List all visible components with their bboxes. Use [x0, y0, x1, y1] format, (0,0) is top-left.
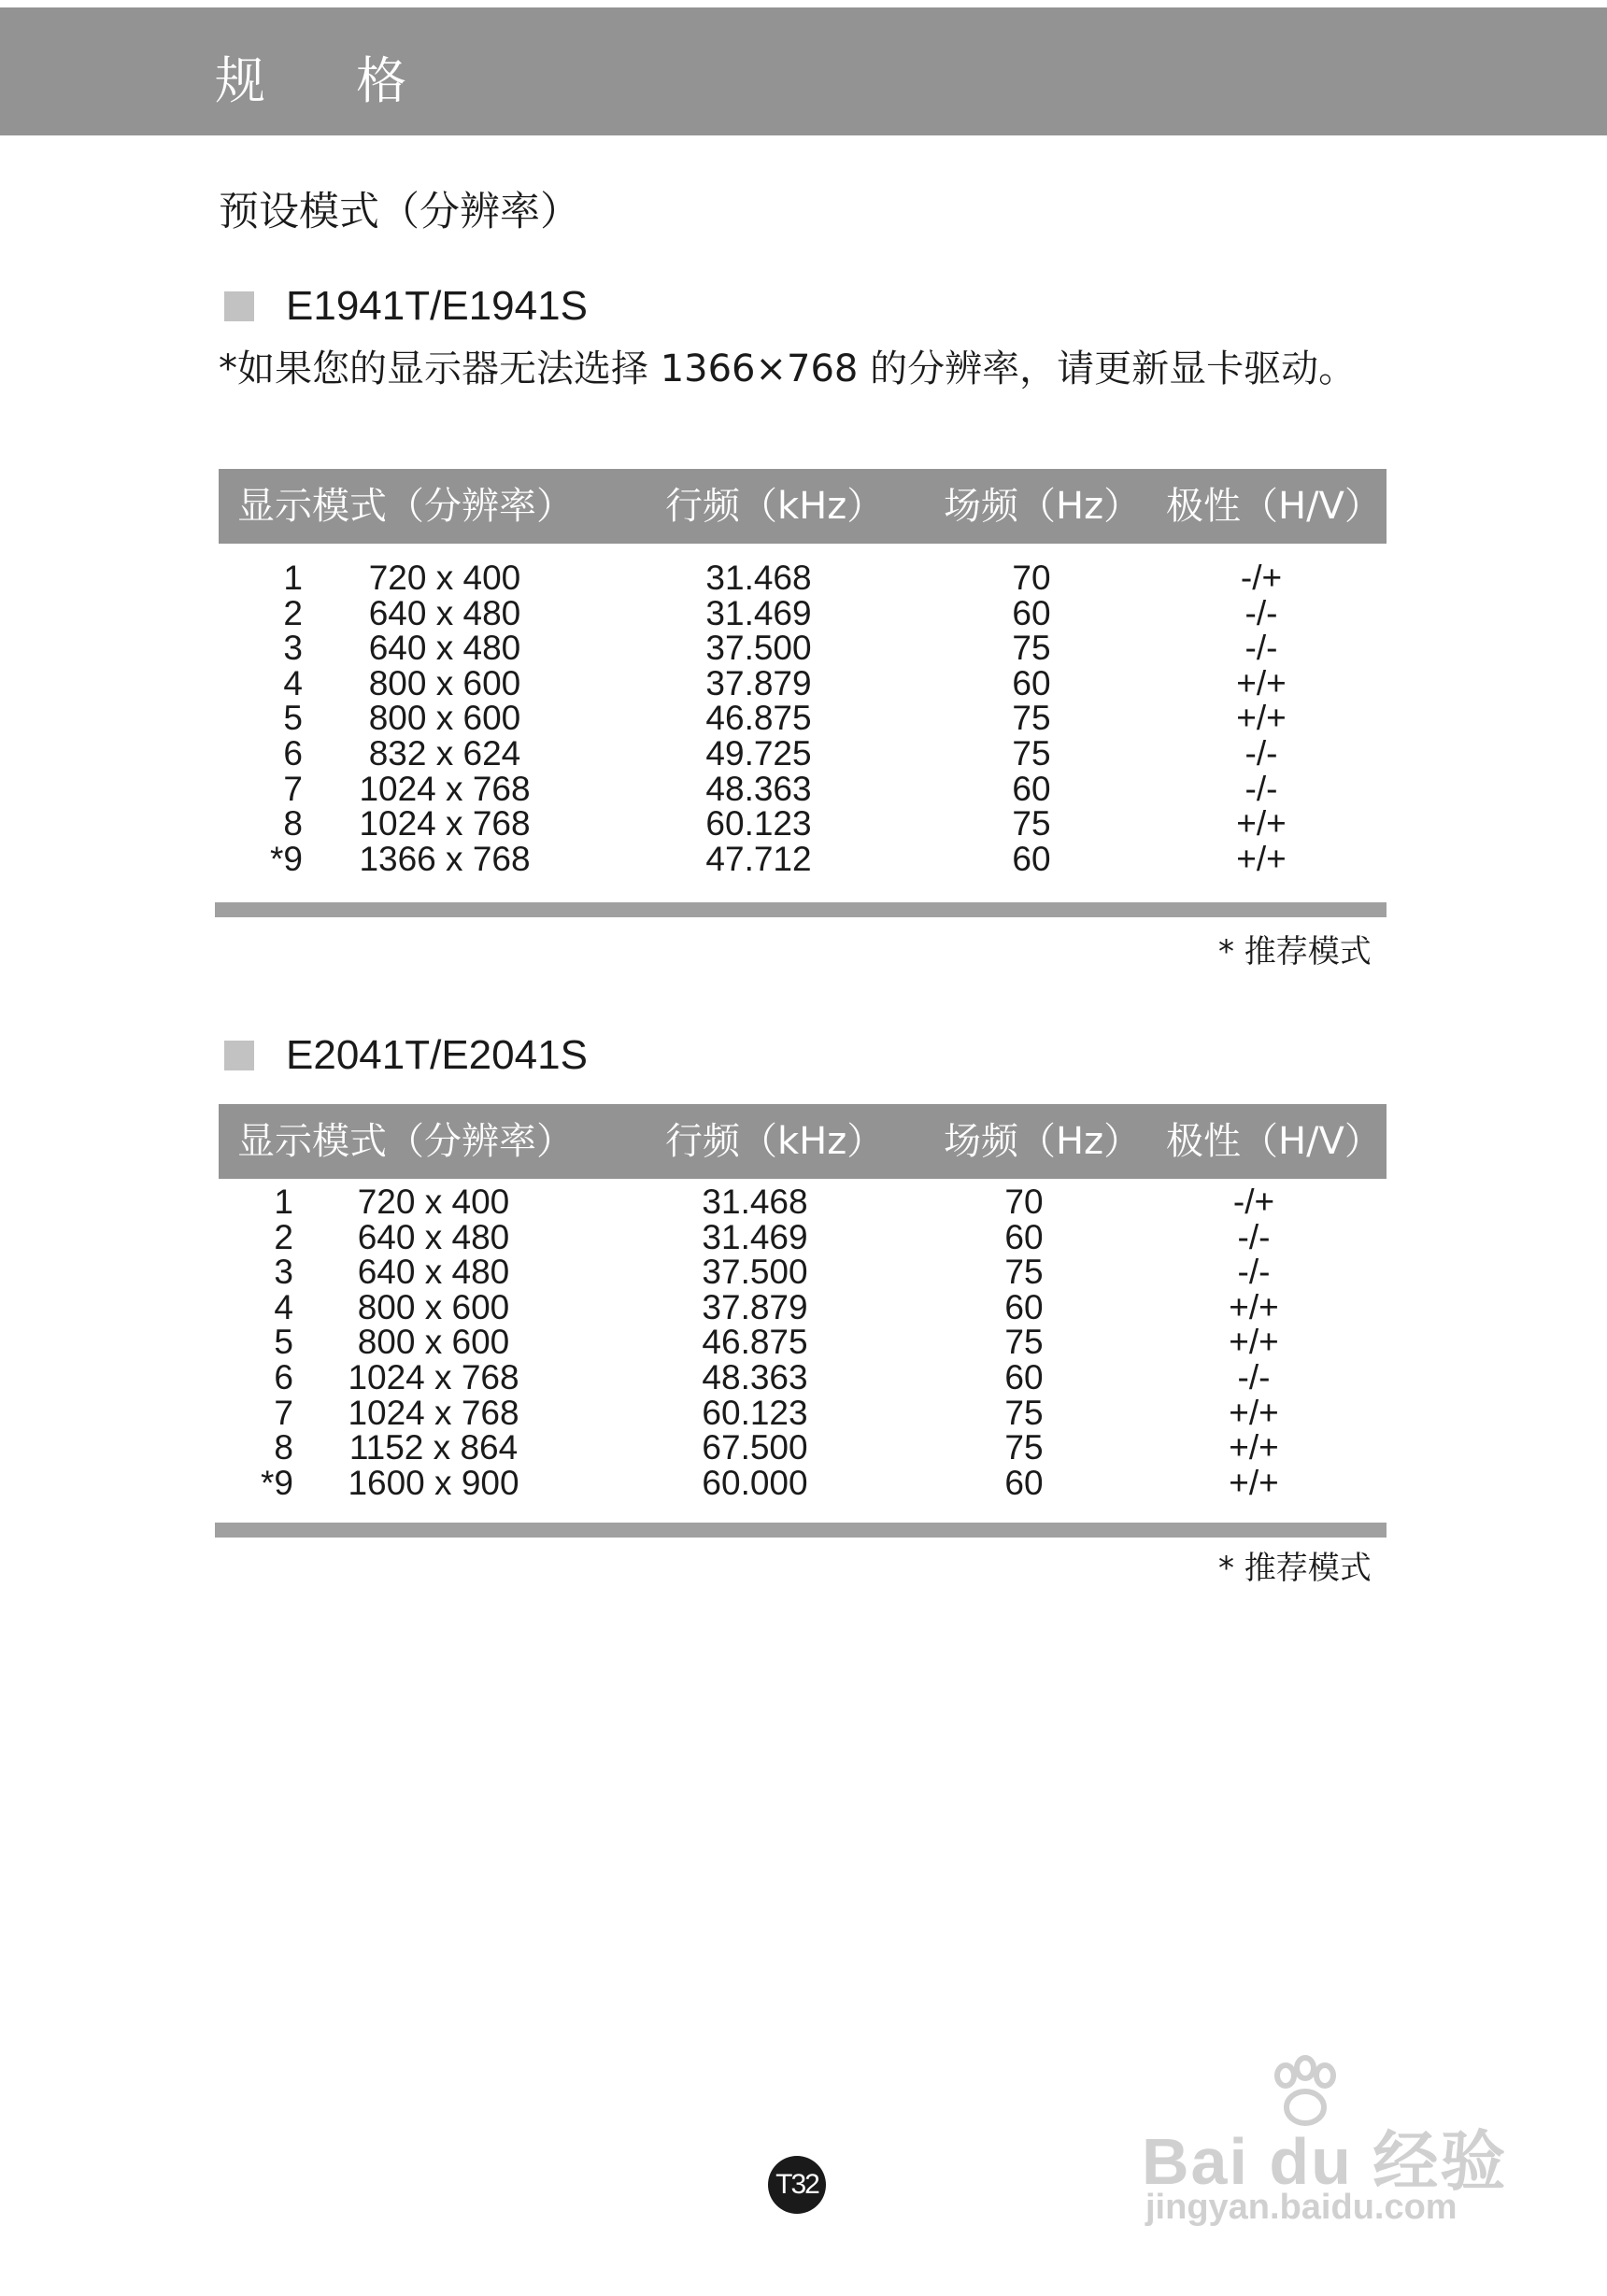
row-number: 2	[274, 1217, 293, 1256]
row-resolution: 1024 x 768	[348, 1393, 519, 1432]
row-hfreq: 37.879	[702, 1287, 808, 1326]
row-polarity: -/-	[1244, 593, 1278, 632]
row-vfreq: 70	[1012, 559, 1051, 597]
table-row	[219, 701, 1387, 736]
row-resolution: 640 x 480	[368, 629, 521, 668]
row-polarity: +/+	[1229, 1463, 1279, 1502]
table-row	[219, 1254, 1387, 1290]
row-resolution: 720 x 400	[368, 559, 521, 597]
row-hfreq: 37.500	[705, 629, 812, 668]
row-vfreq: 60	[1004, 1217, 1044, 1256]
model-label: E2041T/E2041S	[286, 1032, 588, 1078]
row-number: 5	[283, 699, 303, 738]
row-number: 7	[283, 769, 303, 808]
row-vfreq: 60	[1004, 1287, 1044, 1326]
col-vfreq: 场频（Hz）	[944, 485, 1142, 528]
watermark-logo: Bai du 经验	[1142, 2125, 1508, 2198]
row-resolution: 1024 x 768	[359, 769, 531, 808]
row-resolution: 640 x 480	[368, 593, 521, 632]
row-number: 8	[283, 804, 303, 843]
table-bottom-bar	[215, 902, 1387, 917]
row-hfreq: 31.468	[705, 559, 812, 597]
table-row	[219, 769, 1387, 808]
row-number: 5	[274, 1323, 293, 1362]
page-number: T32	[768, 2156, 826, 2214]
row-number: 6	[274, 1357, 293, 1396]
row-polarity: -/-	[1237, 1253, 1271, 1292]
row-vfreq: 75	[1004, 1393, 1044, 1432]
row-number: *9	[261, 1463, 293, 1502]
table-header	[219, 469, 1387, 544]
row-hfreq: 31.468	[702, 1183, 808, 1221]
row-resolution: 1152 x 864	[348, 1428, 519, 1467]
row-resolution: 720 x 400	[357, 1183, 510, 1221]
row-polarity: +/+	[1229, 1323, 1279, 1362]
row-number: 6	[283, 733, 303, 772]
row-polarity: +/+	[1229, 1428, 1279, 1467]
row-vfreq: 60	[1004, 1357, 1044, 1396]
table-header	[219, 1104, 1387, 1179]
row-polarity: +/+	[1236, 804, 1287, 843]
row-hfreq: 67.500	[702, 1428, 808, 1467]
row-number: 3	[274, 1253, 293, 1292]
row-polarity: -/-	[1244, 733, 1278, 772]
model-heading-1	[224, 284, 588, 329]
table2-rows	[219, 1184, 1387, 1500]
row-vfreq: 70	[1004, 1183, 1044, 1221]
model-heading-2	[224, 1033, 588, 1078]
row-polarity: -/+	[1232, 1183, 1275, 1221]
row-polarity: +/+	[1229, 1287, 1279, 1326]
row-hfreq: 60.123	[702, 1393, 808, 1432]
col-vfreq: 场频（Hz）	[944, 1120, 1142, 1163]
table-row	[219, 1287, 1387, 1326]
row-resolution: 800 x 600	[357, 1323, 510, 1362]
row-resolution: 832 x 624	[368, 733, 521, 772]
table-row	[219, 733, 1387, 772]
row-resolution: 1024 x 768	[348, 1357, 519, 1396]
row-vfreq: 75	[1012, 733, 1051, 772]
row-hfreq: 60.123	[705, 804, 812, 843]
table-row	[219, 631, 1387, 666]
page-title: 规 格	[215, 51, 445, 110]
table-row	[219, 1393, 1387, 1432]
driver-note: *如果您的显示器无法选择 1366×768 的分辨率，请更新显卡驱动。	[219, 347, 1357, 390]
watermark-url: jingyan.baidu.com	[1145, 2188, 1458, 2227]
row-number: 3	[283, 629, 303, 668]
table-row	[219, 839, 1387, 878]
row-vfreq: 60	[1012, 839, 1051, 878]
table-row	[219, 1430, 1387, 1466]
row-vfreq: 60	[1012, 663, 1051, 702]
row-vfreq: 75	[1004, 1253, 1044, 1292]
row-polarity: +/+	[1236, 839, 1287, 878]
row-polarity: -/+	[1240, 559, 1283, 597]
col-mode: 显示模式（分辨率）	[237, 485, 574, 528]
row-number: 4	[274, 1287, 293, 1326]
row-vfreq: 75	[1004, 1428, 1044, 1467]
row-number: 8	[274, 1428, 293, 1467]
row-number: 4	[283, 663, 303, 702]
row-vfreq: 75	[1012, 629, 1051, 668]
row-resolution: 800 x 600	[368, 663, 521, 702]
row-number: 1	[283, 559, 303, 597]
baidu-watermark	[1142, 2055, 1515, 2232]
row-hfreq: 31.469	[705, 593, 812, 632]
col-polarity: 极性（H/V）	[1166, 485, 1382, 528]
row-resolution: 640 x 480	[357, 1253, 510, 1292]
table-row	[219, 1463, 1387, 1502]
row-hfreq: 31.469	[702, 1217, 808, 1256]
table-row	[219, 560, 1387, 596]
row-polarity: +/+	[1236, 699, 1287, 738]
table-row	[219, 1184, 1387, 1220]
col-mode: 显示模式（分辨率）	[237, 1120, 574, 1163]
row-hfreq: 46.875	[702, 1323, 808, 1362]
recommended-footnote: * 推荐模式	[1218, 1550, 1372, 1587]
recommended-footnote: * 推荐模式	[1218, 933, 1372, 971]
row-vfreq: 75	[1012, 804, 1051, 843]
row-polarity: -/-	[1244, 769, 1278, 808]
row-number: 1	[274, 1183, 293, 1221]
table-row	[219, 1325, 1387, 1360]
square-bullet-icon	[224, 1041, 254, 1070]
table-bottom-bar	[215, 1523, 1387, 1538]
section-title: 预设模式（分辨率）	[219, 189, 580, 235]
row-number: *9	[270, 839, 303, 878]
row-resolution: 800 x 600	[368, 699, 521, 738]
row-polarity: -/-	[1244, 629, 1278, 668]
row-hfreq: 48.363	[705, 769, 812, 808]
row-polarity: -/-	[1237, 1357, 1271, 1396]
row-number: 2	[283, 593, 303, 632]
row-resolution: 1366 x 768	[359, 839, 531, 878]
col-hfreq: 行频（kHz）	[665, 1120, 885, 1163]
col-hfreq: 行频（kHz）	[665, 485, 885, 528]
model-label: E1941T/E1941S	[286, 283, 588, 329]
col-polarity: 极性（H/V）	[1166, 1120, 1382, 1163]
row-vfreq: 60	[1012, 769, 1051, 808]
row-hfreq: 47.712	[705, 839, 812, 878]
table-row	[219, 1217, 1387, 1256]
table-row	[219, 663, 1387, 702]
table-row	[219, 806, 1387, 842]
row-hfreq: 49.725	[705, 733, 812, 772]
row-hfreq: 37.500	[702, 1253, 808, 1292]
row-vfreq: 60	[1004, 1463, 1044, 1502]
row-vfreq: 75	[1012, 699, 1051, 738]
row-polarity: +/+	[1229, 1393, 1279, 1432]
square-bullet-icon	[224, 291, 254, 321]
row-hfreq: 60.000	[702, 1463, 808, 1502]
row-number: 7	[274, 1393, 293, 1432]
row-resolution: 1600 x 900	[348, 1463, 519, 1502]
row-vfreq: 60	[1012, 593, 1051, 632]
row-polarity: -/-	[1237, 1217, 1271, 1256]
row-vfreq: 75	[1004, 1323, 1044, 1362]
row-hfreq: 46.875	[705, 699, 812, 738]
row-resolution: 640 x 480	[357, 1217, 510, 1256]
row-hfreq: 37.879	[705, 663, 812, 702]
row-resolution: 1024 x 768	[359, 804, 531, 843]
table1-rows	[219, 560, 1387, 876]
row-hfreq: 48.363	[702, 1357, 808, 1396]
row-resolution: 800 x 600	[357, 1287, 510, 1326]
table-row	[219, 1357, 1387, 1396]
table-row	[219, 593, 1387, 632]
row-polarity: +/+	[1236, 663, 1287, 702]
